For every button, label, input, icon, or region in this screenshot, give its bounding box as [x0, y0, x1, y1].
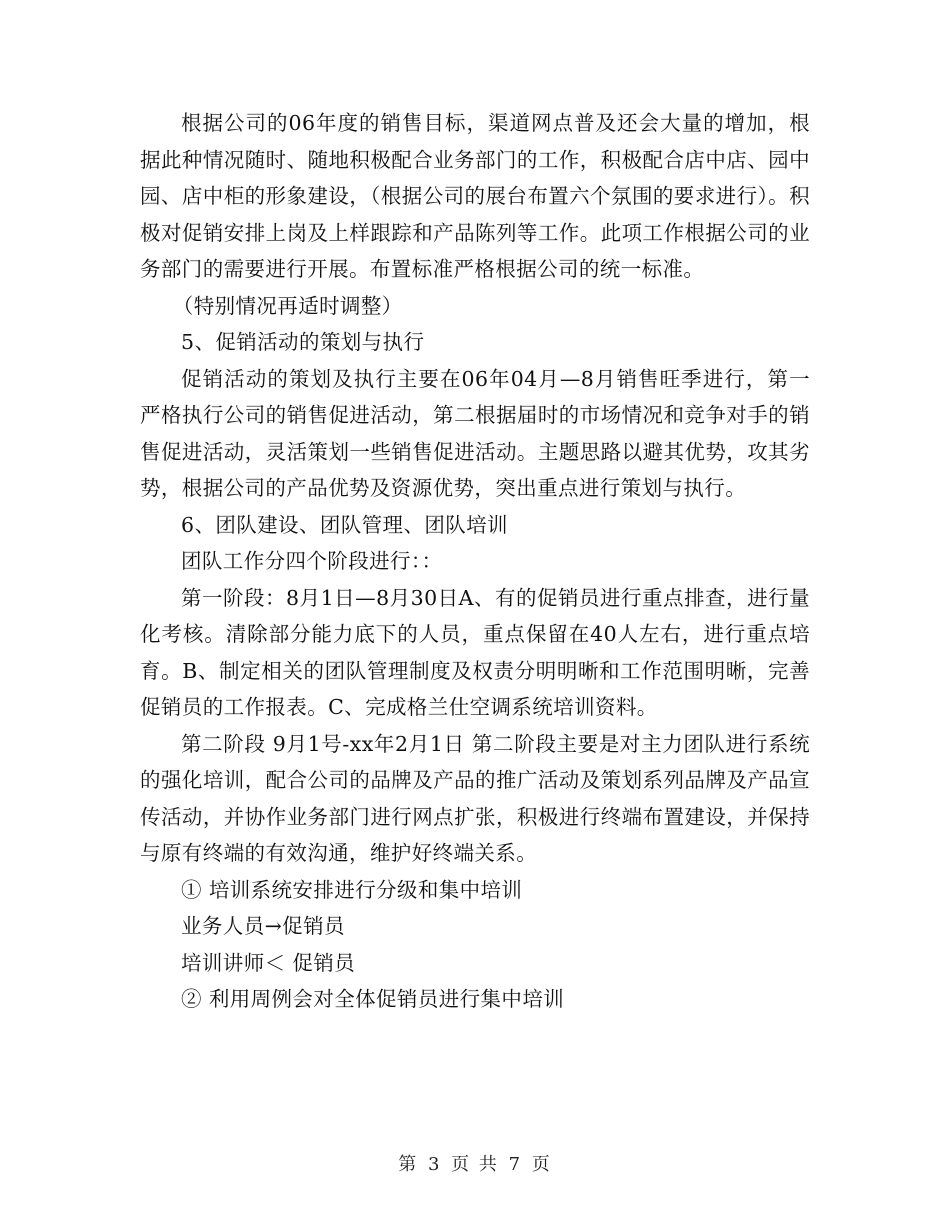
- list-item-trainer-promoter: 培训讲师＜ 促销员: [181, 950, 356, 975]
- paragraph-team-phases-intro: 团队工作分四个阶段进行：：: [181, 549, 443, 573]
- paragraph-channel-support: 根据公司的06年度的销售目标，渠道网点普及还会大量的增加，根据此种情况随时、随地积极配合业务部门的工作，积极配合店中店、园中园、店中柜的形象建设，（根据公司的展台布置六个氛围的要求进行）。积极对促销安排上岗及上样跟踪和产品陈列等工作。此项工作根据公司的业务部门的需要进行开展。布置标准严格根据公司的统一标准。: [140, 111, 810, 281]
- section-heading-promotion: 5、促销活动的策划与执行: [181, 330, 425, 354]
- list-item-training-system: ① 培训系统安排进行分级和集中培训: [181, 877, 523, 902]
- section-heading-team: 6、团队建设、团队管理、团队培训: [181, 512, 508, 537]
- paragraph-special-note: （特别情况再适时调整）: [172, 293, 403, 318]
- paragraph-promotion-plan: 促销活动的策划及执行主要在06年04月—8月销售旺季进行，第一严格执行公司的销售促进活动，第二根据届时的市场情况和竞争对手的销售促进活动，灵活策划一些销售促进活动。主题思路以避其优势，攻其劣势，根据公司的产品优势及资源优势，突出重点进行策划与执行。: [140, 366, 810, 500]
- footer-total-pages: 7: [508, 1154, 523, 1175]
- list-item-staff-to-promoter: 业务人员→促销员: [181, 914, 345, 938]
- paragraph-phase-one: 第一阶段：8月1日—8月30日A、有的促销员进行重点排查，进行量化考核。清除部分能力底下的人员，重点保留在40人左右，进行重点培育。B、制定相关的团队管理制度及权责分明明晰和工作范围明晰，完善促销员的工作报表。C、完成格兰仕空调系统培训资料。: [140, 585, 810, 719]
- page-footer: [0, 1150, 950, 1176]
- document-body: [140, 105, 810, 1018]
- footer-suffix: 页: [531, 1154, 552, 1175]
- footer-middle: 页 共: [451, 1154, 499, 1175]
- paragraph-phase-two: 第二阶段 9月1号-xx年2月1日 第二阶段主要是对主力团队进行系统的强化培训，配合公司的品牌及产品的推广活动及策划系列品牌及产品宣传活动，并协作业务部门进行网点扩张，积极进行终端布置建设，并保持与原有终端的有效沟通，维护好终端关系。: [140, 731, 810, 865]
- list-item-weekly-meeting: ② 利用周例会对全体促销员进行集中培训: [181, 987, 565, 1011]
- footer-prefix: 第: [398, 1154, 419, 1175]
- footer-current-page: 3: [427, 1154, 442, 1175]
